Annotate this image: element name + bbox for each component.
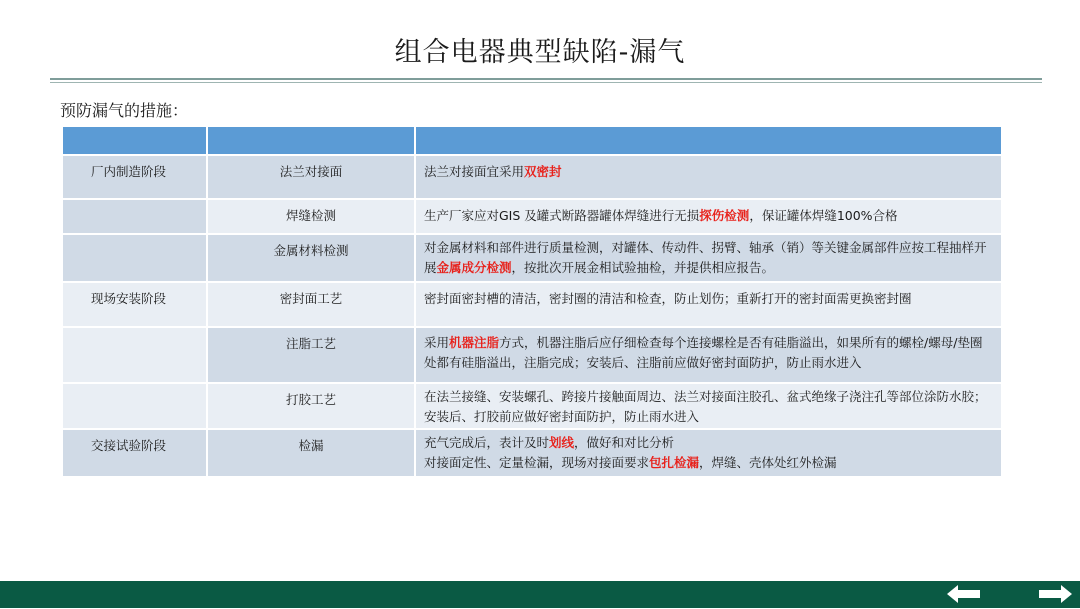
measure-highlight: 机器注脂 — [449, 335, 500, 350]
measure-highlight: 金属成分检测 — [436, 260, 512, 275]
table-row — [63, 283, 1001, 328]
table-header-row — [63, 127, 1001, 156]
table-row — [63, 235, 1001, 283]
table-row — [63, 430, 1001, 478]
stage-cell-cont — [63, 328, 208, 384]
table-row — [63, 384, 1001, 430]
item-cell: 注脂工艺 — [208, 328, 416, 384]
measure-text: 方式，机器注脂后应仔细检查每个连接螺栓是否有硅脂溢出，如果所有的螺栓/螺母/垫圈处都有硅脂溢出，注脂完成；安装后、注脂前应做好密封面防护，防止雨水进入 — [424, 335, 983, 370]
stage-cell: 交接试验阶段 — [63, 430, 208, 478]
prev-button[interactable] — [945, 583, 983, 605]
table-row — [63, 200, 1001, 235]
next-button[interactable] — [1036, 583, 1074, 605]
measure-text: ，按批次开展金相试验抽检，并提供相应报告。 — [511, 260, 775, 275]
item-cell: 焊缝检测 — [208, 200, 416, 235]
measure-text: 在法兰接缝、安装螺孔、跨接片接触面周边、法兰对接面注胶孔、盆式绝缘子浇注孔等部位涂防水胶；安装后、打胶前应做好密封面防护，防止雨水进入 — [424, 389, 987, 424]
measure-highlight: 划线 — [549, 435, 575, 450]
measure-cell — [416, 328, 1001, 384]
arrow-right-icon — [1036, 583, 1074, 605]
stage-cell-cont — [63, 200, 208, 235]
measure-text: 采用 — [424, 335, 450, 350]
measure-text: 对金属材料和部件进行质量检测，对罐体、传动件、拐臂、轴承（销）等关键金属部件应按工程抽样开展 — [424, 240, 987, 275]
measure-highlight: 双密封 — [524, 164, 562, 179]
header-cell — [416, 127, 1001, 156]
measure-text: 生产厂家应对GIS 及罐式断路器罐体焊缝进行无损 — [424, 208, 700, 223]
footer-bar — [0, 581, 1080, 608]
item-cell: 密封面工艺 — [208, 283, 416, 328]
measure-cell — [416, 283, 1001, 328]
stage-cell-cont — [63, 235, 208, 283]
item-cell: 金属材料检测 — [208, 235, 416, 283]
title-divider-thin — [50, 82, 1042, 83]
measure-text: 充气完成后，表计及时 — [424, 435, 550, 450]
measure-text: ，焊缝、壳体处红外检漏 — [699, 455, 837, 470]
header-cell — [63, 127, 208, 156]
item-cell: 检漏 — [208, 430, 416, 478]
measure-text: ，做好和对比分析 — [574, 435, 675, 450]
stage-cell: 厂内制造阶段 — [63, 156, 208, 200]
arrow-left-icon — [945, 583, 983, 605]
measure-cell — [416, 235, 1001, 283]
measure-highlight: 探伤检测 — [699, 208, 750, 223]
item-cell: 打胶工艺 — [208, 384, 416, 430]
measure-line — [424, 453, 993, 473]
measure-cell — [416, 384, 1001, 430]
measure-cell — [416, 156, 1001, 200]
item-cell: 法兰对接面 — [208, 156, 416, 200]
measures-table — [63, 127, 1001, 478]
header-cell — [208, 127, 416, 156]
stage-cell: 现场安装阶段 — [63, 283, 208, 328]
slide-title: 组合电器典型缺陷-漏气 — [394, 37, 686, 68]
measure-line — [424, 433, 993, 453]
measure-text: 法兰对接面宜采用 — [424, 164, 525, 179]
measure-highlight: 包扎检漏 — [649, 455, 700, 470]
table-row — [63, 156, 1001, 200]
measure-text: 对接面定性、定量检漏，现场对接面要求 — [424, 455, 650, 470]
title-divider — [50, 78, 1042, 80]
measure-text: 密封面密封槽的清洁，密封圈的清洁和检查，防止划伤；重新打开的密封面需更换密封圈 — [424, 291, 912, 306]
section-subtitle: 预防漏气的措施： — [60, 101, 189, 120]
measure-cell — [416, 430, 1001, 478]
stage-cell-cont — [63, 384, 208, 430]
table-row — [63, 328, 1001, 384]
measure-cell — [416, 200, 1001, 235]
measure-text: ，保证罐体焊缝100%合格 — [749, 208, 898, 223]
